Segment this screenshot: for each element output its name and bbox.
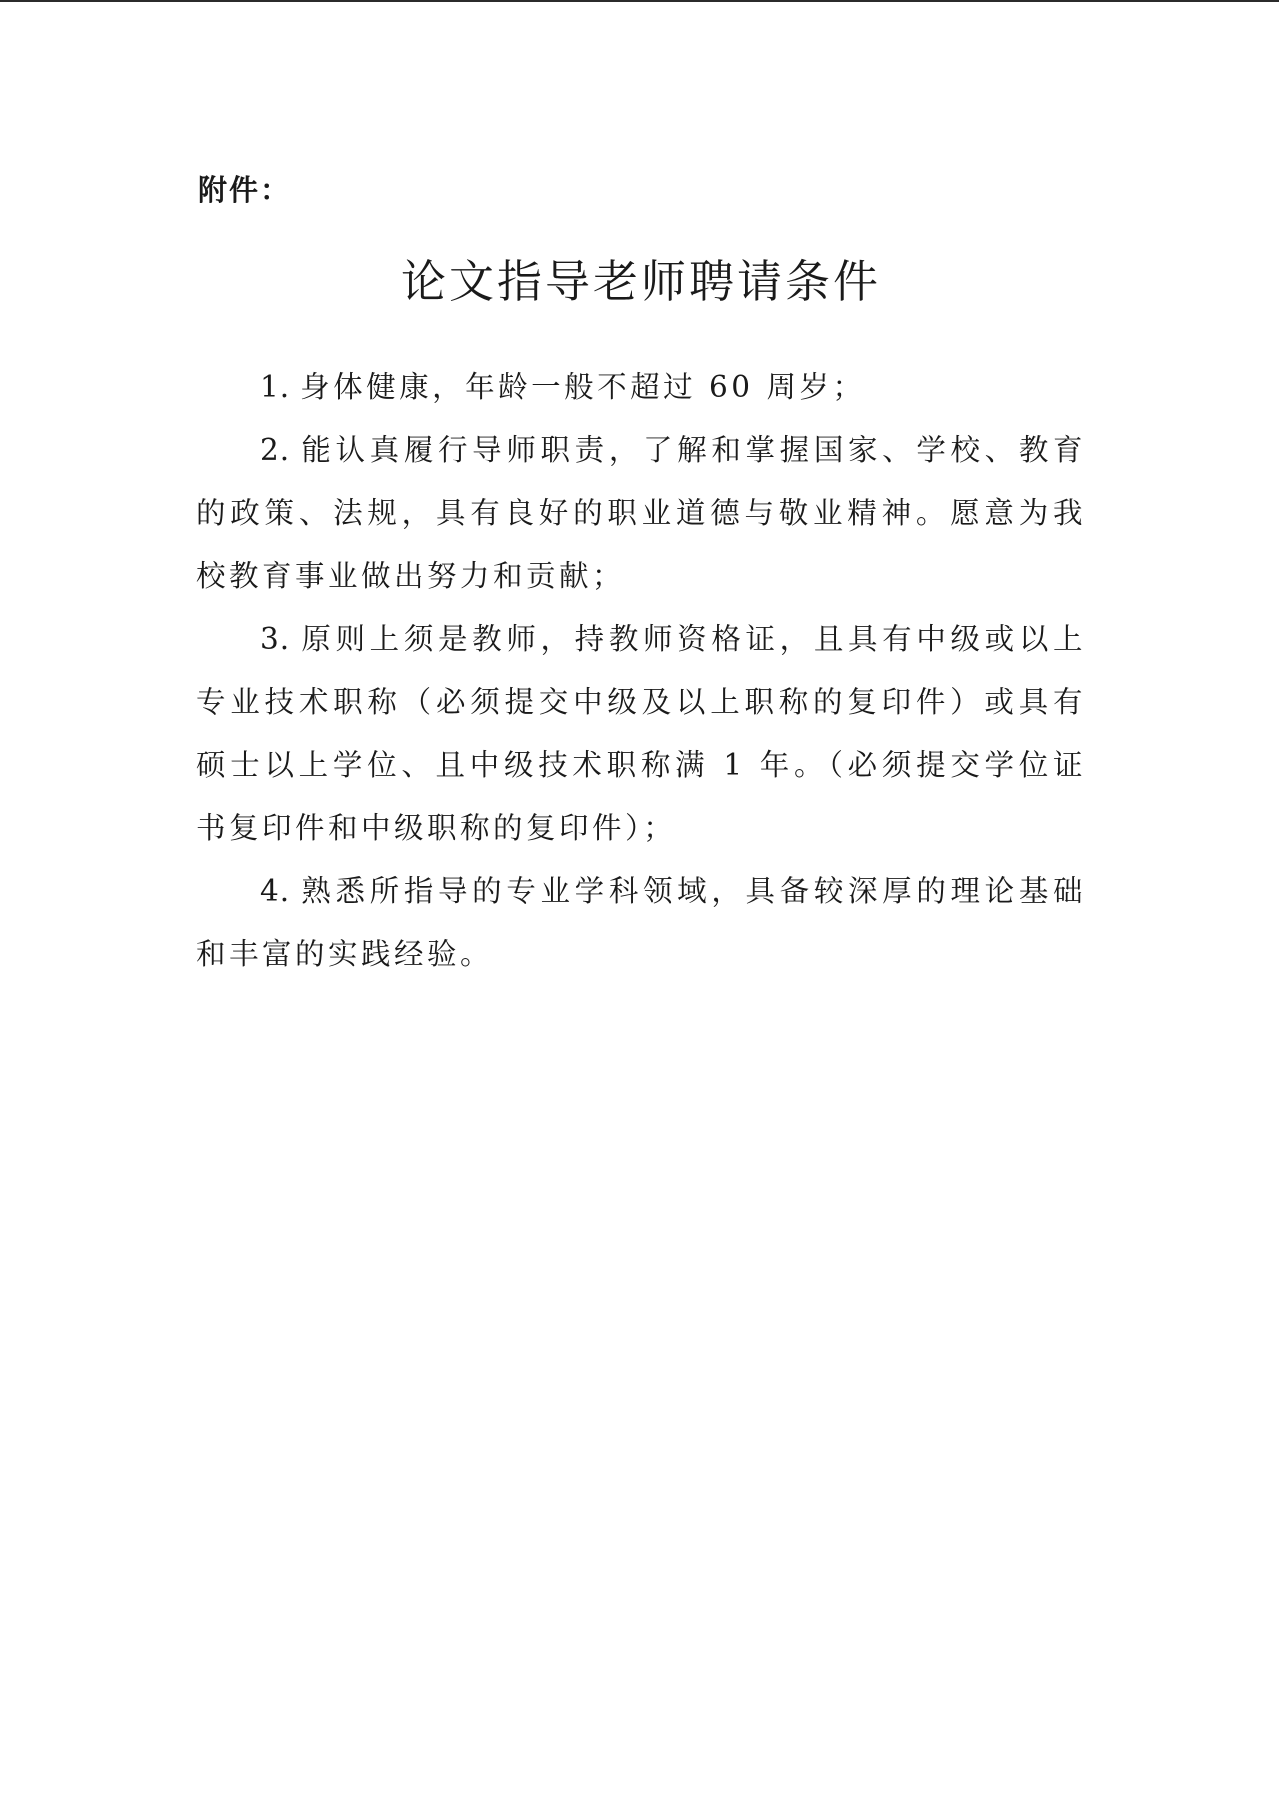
document-page <box>196 0 1086 1809</box>
attachment-label: 附件： <box>198 173 292 207</box>
clause-number: 2. <box>260 433 291 467</box>
clause-text: 能认真履行导师职责，了解和掌握国家、学校、教育的政策、法规，具有良好的职业道德与敬业精神。愿意为我校教育事业做出努力和贡献； <box>196 433 1086 593</box>
clause-text: 原则上须是教师，持教师资格证，且具有中级或以上专业技术职称（必须提交中级及以上职称的复印件）或具有硕士以上学位、且中级技术职称满 1 年。（必须提交学位证书复印件和中级职称的复印件）； <box>196 622 1086 845</box>
clause-1 <box>196 356 1086 419</box>
clause-number: 3. <box>260 622 291 656</box>
clause-number: 1. <box>260 370 291 404</box>
clause-text: 身体健康，年龄一般不超过 60 周岁； <box>300 370 866 404</box>
document-title: 论文指导老师聘请条件 <box>400 255 881 308</box>
clause-number: 4. <box>260 874 291 908</box>
clause-text: 熟悉所指导的专业学科领域，具备较深厚的理论基础和丰富的实践经验。 <box>196 874 1086 971</box>
clause-2 <box>196 419 1086 608</box>
clause-3 <box>196 608 1086 860</box>
clause-4 <box>196 860 1086 986</box>
clause-list <box>196 356 1086 986</box>
